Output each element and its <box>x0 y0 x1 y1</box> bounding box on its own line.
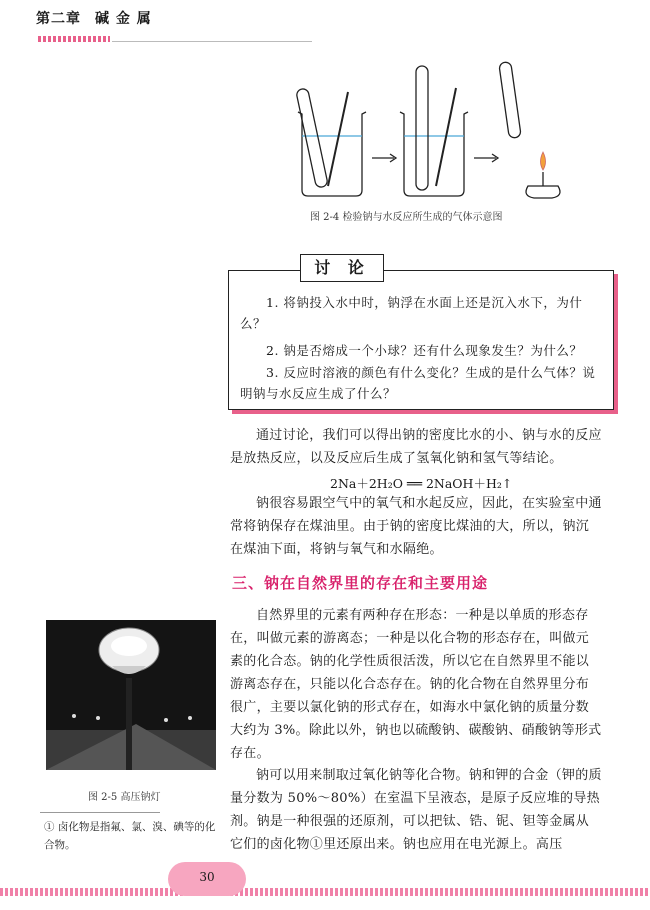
header-stripe <box>38 36 110 42</box>
paragraph-uses: 钠可以用来制取过氧化钠等化合物。钠和钾的合金（钾的质量分数为 50%～80%）在室温下呈液态，是原子反应堆的导热剂。钠是一种很强的还原剂，可以把钛、锆、铌、钽等金属从它们的卤化物①里还原出来。钠也应用在电光源上。高压 <box>230 768 602 852</box>
discussion-title: 讨 论 <box>300 254 384 282</box>
figure-2-5-caption: 图 2-5 高压钠灯 <box>88 792 161 803</box>
paragraph-natural-occurrence: 自然界里的元素有两种存在形态：一种是以单质的形态存在，叫做元素的游离态；一种是以化合物的形态存在，叫做元素的化合态。钠的化学性质很活泼，所以它在自然界里不能以游离态存在，只能以化合态存在。钠的化合物在自然界里分布很广，主要以氯化钠的形式存在，如海水中氯化钠的质量分数大约为 3%。除此以外，钠也以硫酸钠、碳酸钠、硝酸钠等形式存在。 <box>230 608 602 761</box>
figure-2-4-caption: 图 2-4 检验钠与水反应所生成的气体示意图 <box>310 212 503 223</box>
paragraph-conclusion: 通过讨论，我们可以得出钠的密度比水的小、钠与水的反应是放热反应，以及反应后生成了氢氧化钠和氢气等结论。 <box>230 428 602 466</box>
footnote-rule <box>40 812 160 813</box>
chapter-header <box>36 8 152 28</box>
section-title: 三、钠在自然界里的存在和主要用途 <box>232 574 489 592</box>
discussion-question-2: 2. 钠是否熔成一个小球？还有什么现象发生？为什么？ <box>266 343 583 358</box>
sodium-water-equation: 2Na＋2H₂O ══ 2NaOH＋H₂↑ <box>330 476 513 491</box>
discussion-question-3: 3. 反应时溶液的颜色有什么变化？生成的是什么气体？说明钠与水反应生成了什么？ <box>240 365 596 401</box>
paragraph-storage: 钠很容易跟空气中的氧气和水起反应，因此，在实验室中通常将钠保存在煤油里。由于钠的密度比煤油的大，所以，钠沉在煤油下面，将钠与氧气和水隔绝。 <box>230 496 602 557</box>
discussion-question-1: 1. 将钠投入水中时，钠浮在水面上还是沉入水下，为什么？ <box>240 295 583 331</box>
chapter-title: 碱 金 属 <box>95 11 152 27</box>
sodium-lamp-photo <box>46 620 216 770</box>
header-rule <box>112 41 312 42</box>
chapter-number: 第二章 <box>36 11 81 27</box>
footnote: ① 卤化物是指氟、氯、溴、碘等的化合物。 <box>44 821 216 851</box>
page-number: 30 <box>199 870 215 884</box>
footer-stripe <box>0 888 650 896</box>
figure-2-4-illustration <box>290 58 580 206</box>
